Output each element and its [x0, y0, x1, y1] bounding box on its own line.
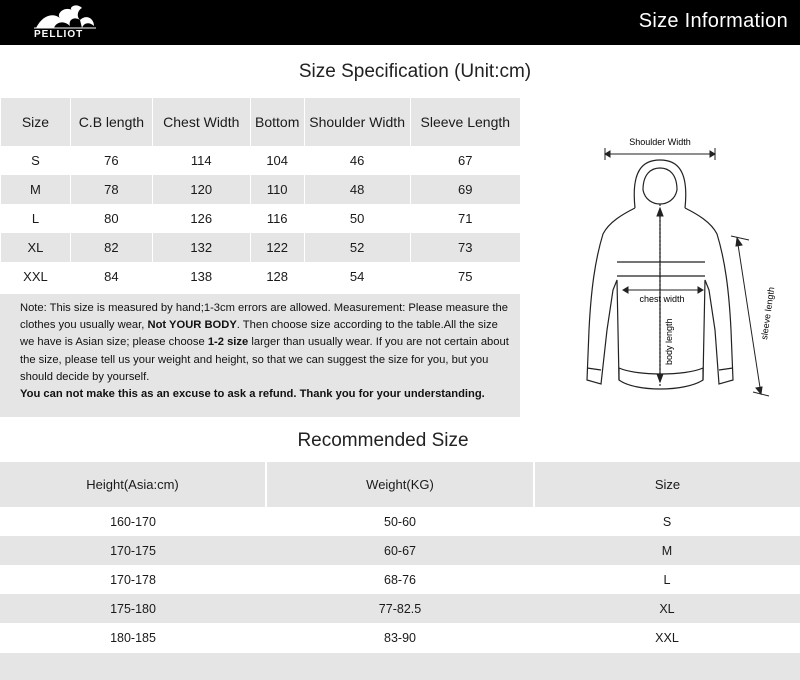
note-bold-not-body: Not YOUR BODY [147, 319, 237, 332]
table-cell: 52 [304, 233, 410, 262]
table-row [1, 146, 521, 175]
table-cell: 160-170 [110, 514, 156, 529]
table-cell: 73 [410, 233, 520, 262]
body-length-label: body length [664, 318, 674, 365]
note-text: . Then choose size according to the table.All the size we have is Asian size; please choose [20, 319, 498, 349]
table-cell: 83-90 [384, 630, 416, 645]
table-cell: 67 [410, 146, 520, 175]
recommended-size-table [0, 462, 800, 652]
spec-col-sleeve-length: Sleeve Length [410, 98, 520, 146]
size-note [0, 294, 520, 417]
note-text: Note: This size is measured by hand;1-3cm errors are allowed. Measurement: Please measure the clothes you usually wear, [20, 302, 508, 332]
table-cell: 132 [152, 233, 250, 262]
table-cell: 82 [70, 233, 152, 262]
spec-col-size: Size [1, 98, 71, 146]
table-cell: S [662, 514, 672, 529]
chest-width-label: chest width [639, 294, 685, 304]
table-cell: 60-67 [266, 536, 534, 565]
spec-col-bottom: Bottom [250, 98, 304, 146]
note-refund-warning: You can not make this as an excuse to ask a refund. Thank you for your understanding. [20, 388, 485, 401]
table-cell: 138 [152, 262, 250, 291]
table-cell: XL [534, 594, 800, 623]
table-cell: 104 [250, 146, 304, 175]
table-cell: 68-76 [384, 572, 416, 587]
rec-col-size: Size [534, 462, 800, 507]
table-row [1, 233, 521, 262]
table-cell: XL [1, 233, 71, 262]
rec-col-weight: Weight(KG) [266, 462, 534, 507]
table-cell: 116 [250, 204, 304, 233]
table-cell: 126 [152, 204, 250, 233]
note-bold-size-advice: 1-2 size [207, 336, 249, 349]
spec-header-row [1, 98, 521, 146]
table-row [1, 175, 521, 204]
table-cell: 84 [70, 262, 152, 291]
table-cell: 175-180 [0, 594, 266, 623]
table-cell: L [663, 572, 671, 587]
table-row [0, 623, 800, 652]
spec-title: Size Specification (Unit:cm) [298, 61, 532, 82]
table-cell: L [1, 204, 71, 233]
table-row [1, 262, 521, 291]
table-row [0, 507, 800, 536]
brand-name: PELLIOT [34, 29, 84, 40]
spec-col-chest-width: Chest Width [152, 98, 250, 146]
rec-col-height: Height(Asia:cm) [0, 462, 266, 507]
table-cell: 48 [304, 175, 410, 204]
page-title: Size Information [638, 10, 788, 32]
table-cell: 77-82.5 [266, 594, 534, 623]
table-cell: M [1, 175, 71, 204]
spec-col-cb-length: C.B length [70, 98, 152, 146]
table-cell: 170-178 [110, 572, 156, 587]
table-row [0, 565, 800, 594]
size-spec-table [0, 98, 520, 291]
table-cell: 78 [70, 175, 152, 204]
table-cell: 110 [250, 175, 304, 204]
table-cell: 46 [304, 146, 410, 175]
header-bar [0, 0, 800, 45]
table-cell: 54 [304, 262, 410, 291]
sleeve-length-label: sleeve length [759, 286, 777, 341]
table-row [0, 594, 800, 623]
table-cell: S [1, 146, 71, 175]
table-cell: 50 [304, 204, 410, 233]
table-cell: 114 [152, 146, 250, 175]
table-cell: M [534, 536, 800, 565]
table-cell: XXL [1, 262, 71, 291]
table-row [1, 204, 521, 233]
table-cell: 80 [70, 204, 152, 233]
table-cell: 50-60 [384, 514, 416, 529]
note-text: larger than usually wear. If you are not certain about the size, please tell us your weight and height, so that we can suggest the size for you, but you should decide by yourself. [20, 336, 509, 383]
shoulder-width-label: Shoulder Width [629, 137, 691, 147]
table-cell: 120 [152, 175, 250, 204]
spec-col-shoulder-width: Shoulder Width [304, 98, 410, 146]
table-cell: 69 [410, 175, 520, 204]
table-cell: 170-175 [0, 536, 266, 565]
rec-header-row [0, 462, 800, 507]
table-cell: 122 [250, 233, 304, 262]
table-cell: XXL [655, 630, 679, 645]
jacket-measurement-diagram [565, 130, 795, 410]
table-cell: 128 [250, 262, 304, 291]
recommend-title: Recommended Size [297, 430, 469, 451]
table-cell: 71 [410, 204, 520, 233]
table-cell: 76 [70, 146, 152, 175]
table-cell: 180-185 [110, 630, 156, 645]
table-cell: 75 [410, 262, 520, 291]
bottom-strip [0, 653, 800, 680]
table-row [0, 536, 800, 565]
